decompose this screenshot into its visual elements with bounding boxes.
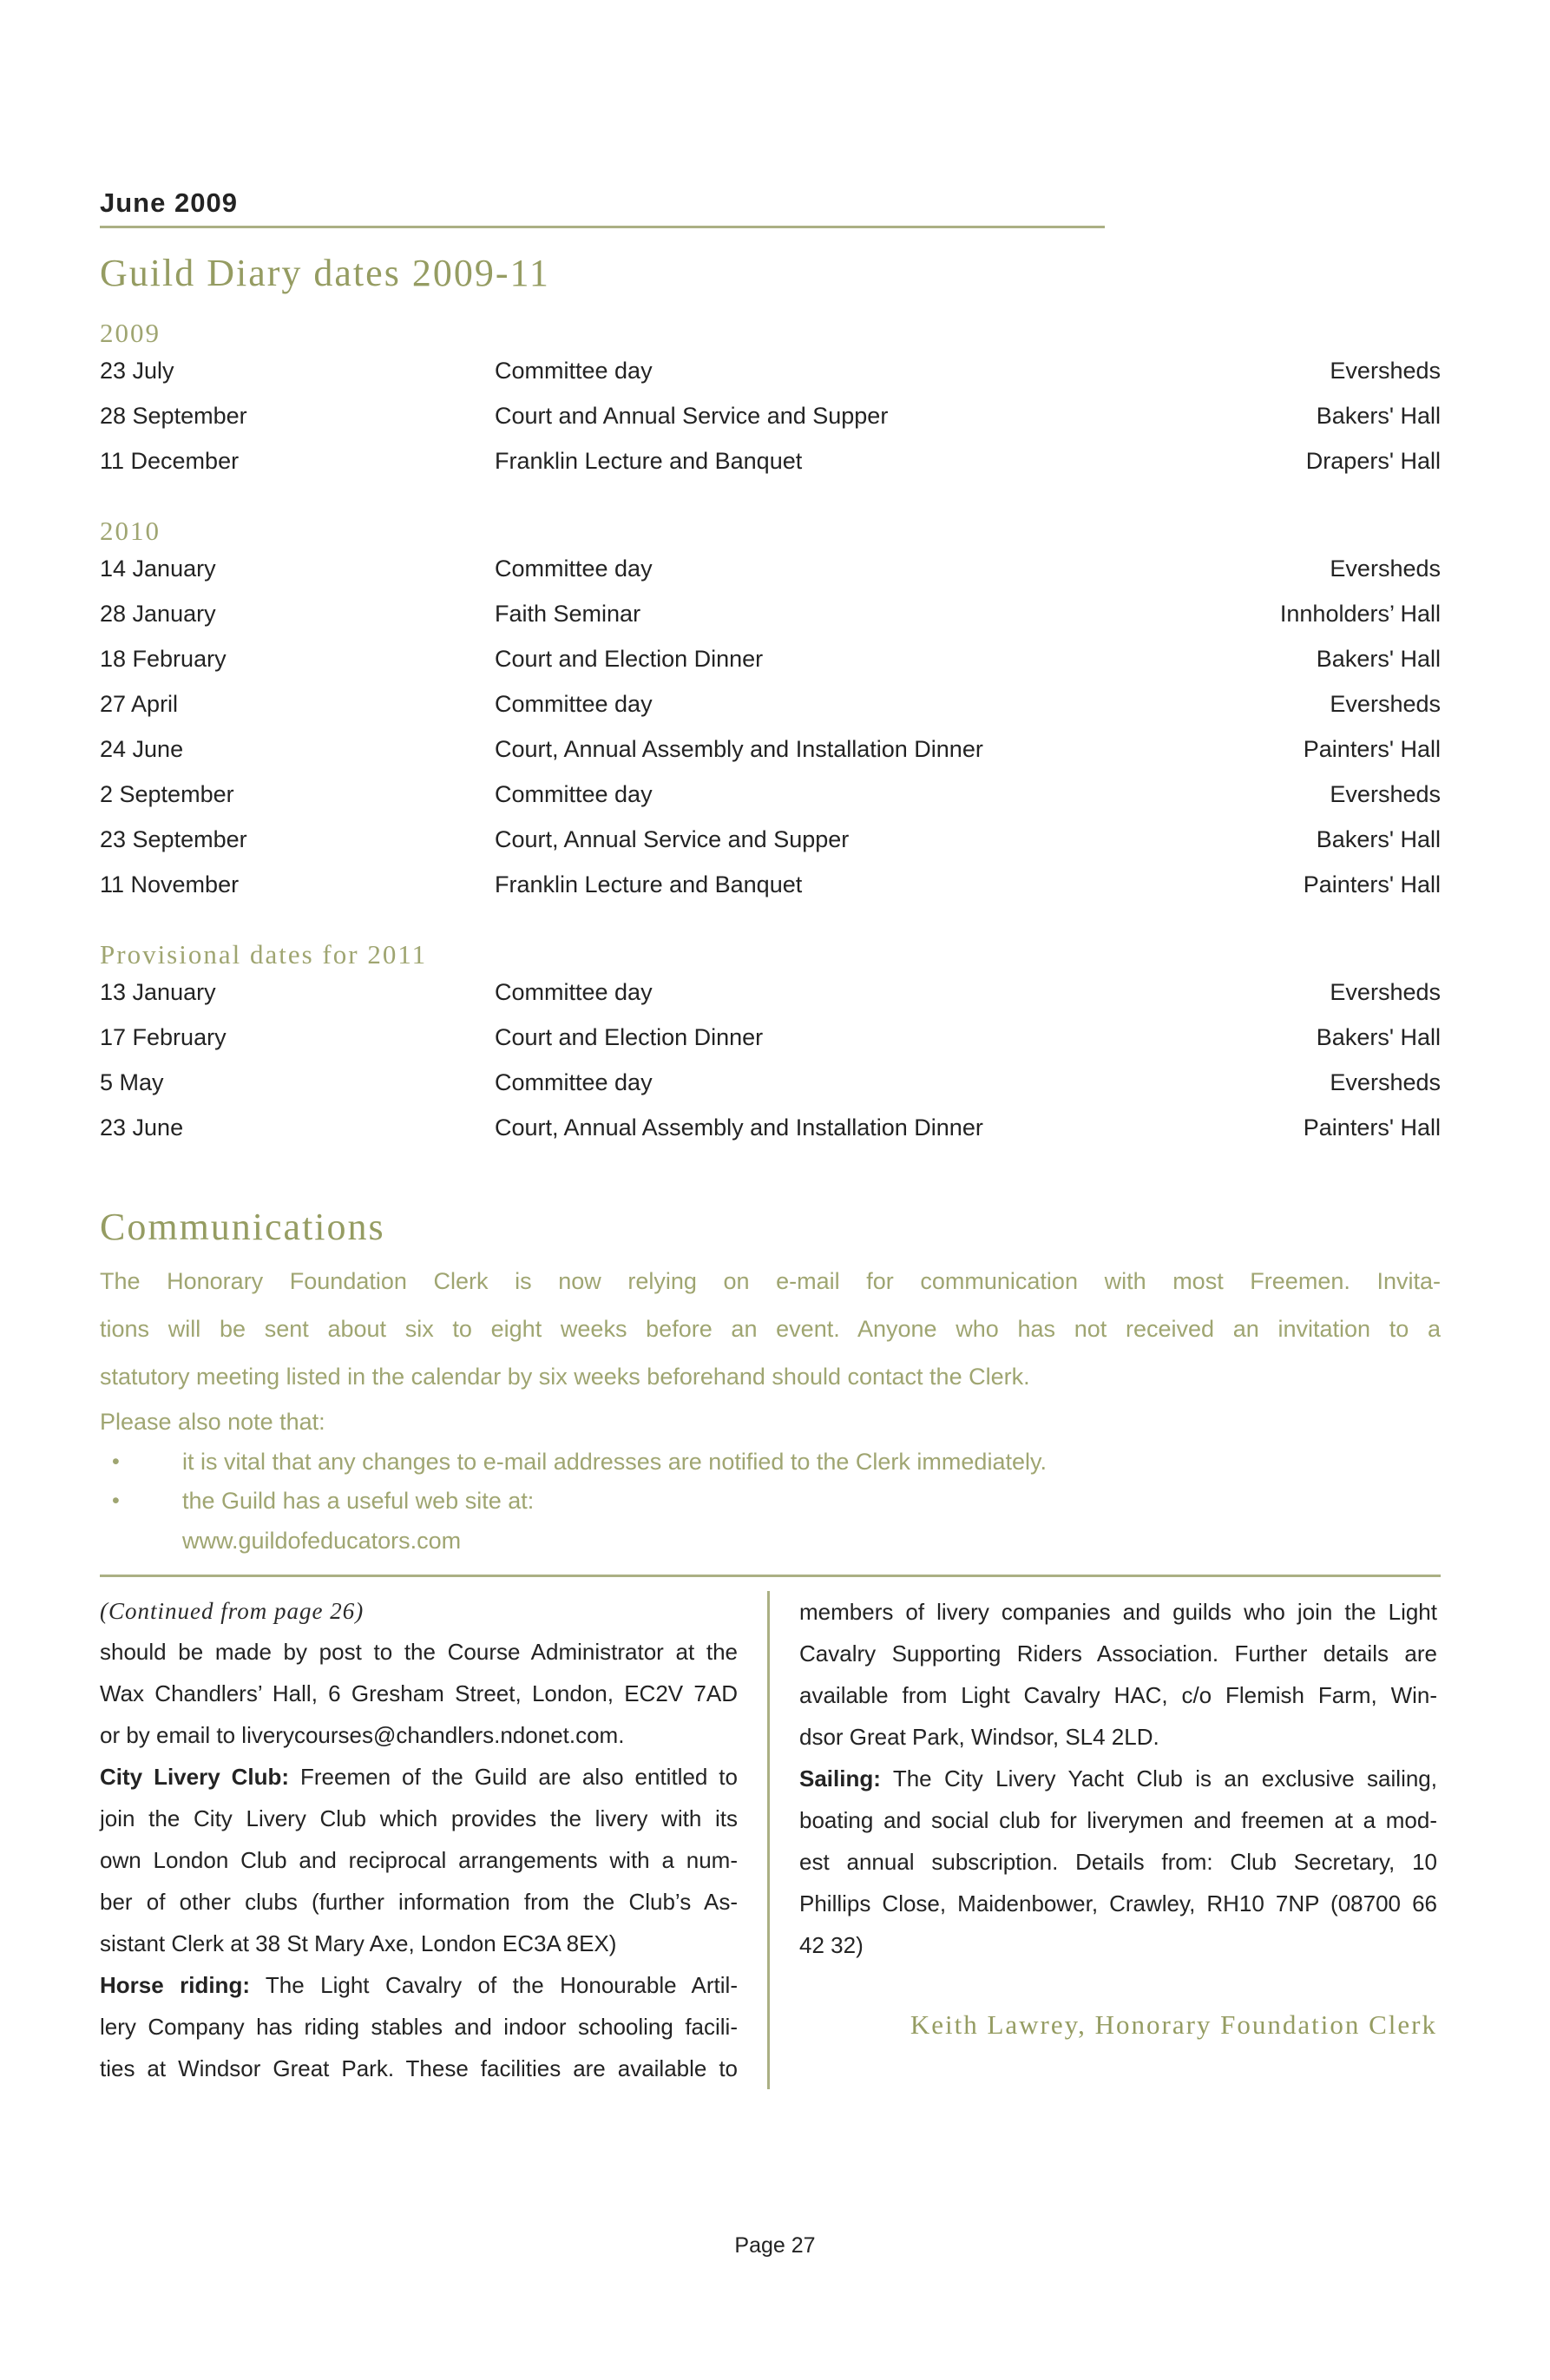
diary-event: Committee day [495, 691, 653, 717]
diary-date: 5 May [100, 1069, 164, 1095]
paragraph [100, 1258, 1441, 1401]
communications-heading: Communications [100, 1206, 385, 1248]
diary-venue: Bakers' Hall [1316, 646, 1441, 672]
text-line: The Honorary Foundation Clerk is now relying on e-mail for communication with most Freemen. Invita- [100, 1268, 1441, 1294]
text-line: statutory meeting listed in the calendar by six weeks beforehand should contact the Clerk. [100, 1364, 1030, 1390]
diary-row [100, 1069, 1441, 1114]
continued-from-label: (Continued from page 26) [100, 1598, 365, 1624]
diary-venue: Bakers' Hall [1316, 1024, 1441, 1050]
right-column-paragraphs [799, 1591, 1437, 1966]
diary-date: 27 April [100, 691, 179, 717]
diary-venue: Eversheds [1330, 358, 1441, 384]
column-divider-line [767, 1591, 770, 2089]
diary-row [100, 601, 1441, 646]
text-line: ber of other clubs (further information from the Club’s As- [100, 1889, 738, 1915]
diary-row [100, 403, 1441, 448]
left-column [100, 1591, 738, 2089]
text-line: Wax Chandlers’ Hall, 6 Gresham Street, London, EC2V 7AD [100, 1680, 738, 1706]
text-line: Sailing: The City Livery Yacht Club is an exclusive sailing, [799, 1765, 1437, 1792]
diary-venue: Eversheds [1330, 556, 1441, 582]
diary-event: Committee day [495, 556, 653, 582]
text-line: Cavalry Supporting Riders Association. Further details are [799, 1640, 1437, 1667]
paragraph [100, 1756, 738, 1964]
bullet-list [100, 1443, 1441, 1521]
issue-date: June 2009 [100, 187, 238, 218]
diary-date: 18 February [100, 646, 227, 672]
diary-date: 28 January [100, 601, 216, 627]
diary-event: Committee day [495, 781, 653, 807]
diary-venue: Bakers' Hall [1316, 403, 1441, 429]
diary-venue: Painters' Hall [1303, 1114, 1441, 1141]
diary-row [100, 736, 1441, 781]
right-column [799, 1591, 1437, 2089]
diary-row [100, 358, 1441, 403]
diary-venue: Eversheds [1330, 781, 1441, 807]
text-line: est annual subscription. Details from: Club Secretary, 10 [799, 1849, 1437, 1875]
diary-event: Court, Annual Assembly and Installation Dinner [495, 1114, 983, 1141]
diary-event: Franklin Lecture and Banquet [495, 871, 803, 897]
bullet-icon: • [112, 1489, 120, 1513]
diary-row [100, 979, 1441, 1024]
bullet-item [100, 1443, 1441, 1482]
text-line: City Livery Club: Freemen of the Guild are also entitled to [100, 1764, 738, 1790]
communications-paragraph [100, 1258, 1441, 1401]
diary-section-heading: Provisional dates for 2011 [100, 939, 428, 970]
paragraph [100, 1631, 738, 1756]
diary-event: Court and Election Dinner [495, 1024, 764, 1050]
text-line: or by email to liverycourses@chandlers.ndonet.com. [100, 1722, 625, 1748]
diary-venue: Eversheds [1330, 691, 1441, 717]
diary-event: Faith Seminar [495, 601, 641, 627]
diary-row [100, 1114, 1441, 1160]
diary-date: 2 September [100, 781, 234, 807]
website-url: www.guildofeducators.com [182, 1528, 462, 1554]
diary-venue: Painters' Hall [1303, 871, 1441, 897]
diary-row [100, 691, 1441, 736]
text-line: lery Company has riding stables and indoor schooling facili- [100, 2014, 738, 2040]
paragraph [799, 1591, 1437, 1758]
text-line: dsor Great Park, Windsor, SL4 2LD. [799, 1724, 1159, 1750]
bullet-icon: • [112, 1450, 120, 1474]
paragraph [100, 1964, 738, 2089]
text-line: tions will be sent about six to eight weeks before an event. Anyone who has not received an invitation to a [100, 1316, 1441, 1342]
diary-section-heading: 2010 [100, 516, 161, 546]
text-line: join the City Livery Club which provides the livery with its [100, 1805, 738, 1831]
text-line: should be made by post to the Course Administrator at the [100, 1639, 738, 1665]
signature: Keith Lawrey, Honorary Foundation Clerk [910, 2009, 1437, 2040]
diary-row [100, 556, 1441, 601]
paragraph-bold-label: City Livery Club: [100, 1764, 290, 1790]
diary-section-heading: 2009 [100, 318, 161, 348]
continuation-columns [100, 1591, 1441, 2089]
diary-sections [100, 318, 1441, 1160]
bullet-text: it is vital that any changes to e-mail addresses are notified to the Clerk immediately. [182, 1449, 1047, 1475]
diary-venue: Eversheds [1330, 979, 1441, 1005]
text-line: ties at Windsor Great Park. These facilities are available to [100, 2055, 738, 2081]
paragraph [799, 1758, 1437, 1966]
diary-row [100, 448, 1441, 493]
diary-event: Court and Election Dinner [495, 646, 764, 672]
diary-event: Court and Annual Service and Supper [495, 403, 889, 429]
bullet-text: the Guild has a useful web site at: [182, 1488, 535, 1514]
text-line: 42 32) [799, 1932, 864, 1958]
text-line: sistant Clerk at 38 St Mary Axe, London EC3A 8EX) [100, 1930, 617, 1956]
newsletter-page [0, 187, 1550, 2089]
diary-rows [100, 979, 1441, 1160]
diary-event: Committee day [495, 979, 653, 1005]
text-line: boating and social club for liverymen and freemen at a mod- [799, 1807, 1437, 1833]
diary-date: 23 July [100, 358, 174, 384]
diary-event: Court, Annual Service and Supper [495, 826, 850, 852]
text-line: available from Light Cavalry HAC, c/o Flemish Farm, Win- [799, 1682, 1437, 1708]
diary-row [100, 826, 1441, 871]
paragraph-bold-label: Horse riding: [100, 1972, 250, 1998]
diary-venue: Innholders’ Hall [1279, 601, 1441, 627]
diary-date: 13 January [100, 979, 216, 1005]
diary-venue: Drapers' Hall [1305, 448, 1441, 474]
diary-venue: Eversheds [1330, 1069, 1441, 1095]
text-line: Horse riding: The Light Cavalry of the Honourable Artil- [100, 1972, 738, 1998]
diary-venue: Bakers' Hall [1316, 826, 1441, 852]
diary-date: 28 September [100, 403, 247, 429]
section-divider-rule [100, 1575, 1441, 1577]
text-line: own London Club and reciprocal arrangements with a num- [100, 1847, 738, 1873]
text-line: Phillips Close, Maidenbower, Crawley, RH10 7NP (08700 66 [799, 1890, 1437, 1916]
diary-date: 14 January [100, 556, 216, 582]
diary-event: Court, Annual Assembly and Installation Dinner [495, 736, 983, 762]
left-column-paragraphs [100, 1631, 738, 2089]
diary-rows [100, 556, 1441, 917]
diary-event: Committee day [495, 358, 653, 384]
paragraph-bold-label: Sailing: [799, 1765, 881, 1792]
diary-row [100, 781, 1441, 826]
diary-date: 11 December [100, 448, 240, 474]
diary-date: 17 February [100, 1024, 227, 1050]
diary-rows [100, 358, 1441, 493]
note-intro: Please also note that: [100, 1409, 325, 1435]
diary-date: 24 June [100, 736, 184, 762]
diary-row [100, 646, 1441, 691]
diary-venue: Painters' Hall [1303, 736, 1441, 762]
diary-event: Committee day [495, 1069, 653, 1095]
text-line: members of livery companies and guilds who join the Light [799, 1599, 1437, 1625]
diary-row [100, 871, 1441, 917]
diary-row [100, 1024, 1441, 1069]
masthead [100, 187, 1105, 228]
diary-event: Franklin Lecture and Banquet [495, 448, 803, 474]
page-number: Page 27 [734, 2233, 816, 2258]
diary-date: 23 September [100, 826, 247, 852]
bullet-item [100, 1482, 1441, 1521]
diary-date: 23 June [100, 1114, 184, 1141]
diary-date: 11 November [100, 871, 240, 897]
diary-title: Guild Diary dates 2009-11 [100, 252, 550, 294]
